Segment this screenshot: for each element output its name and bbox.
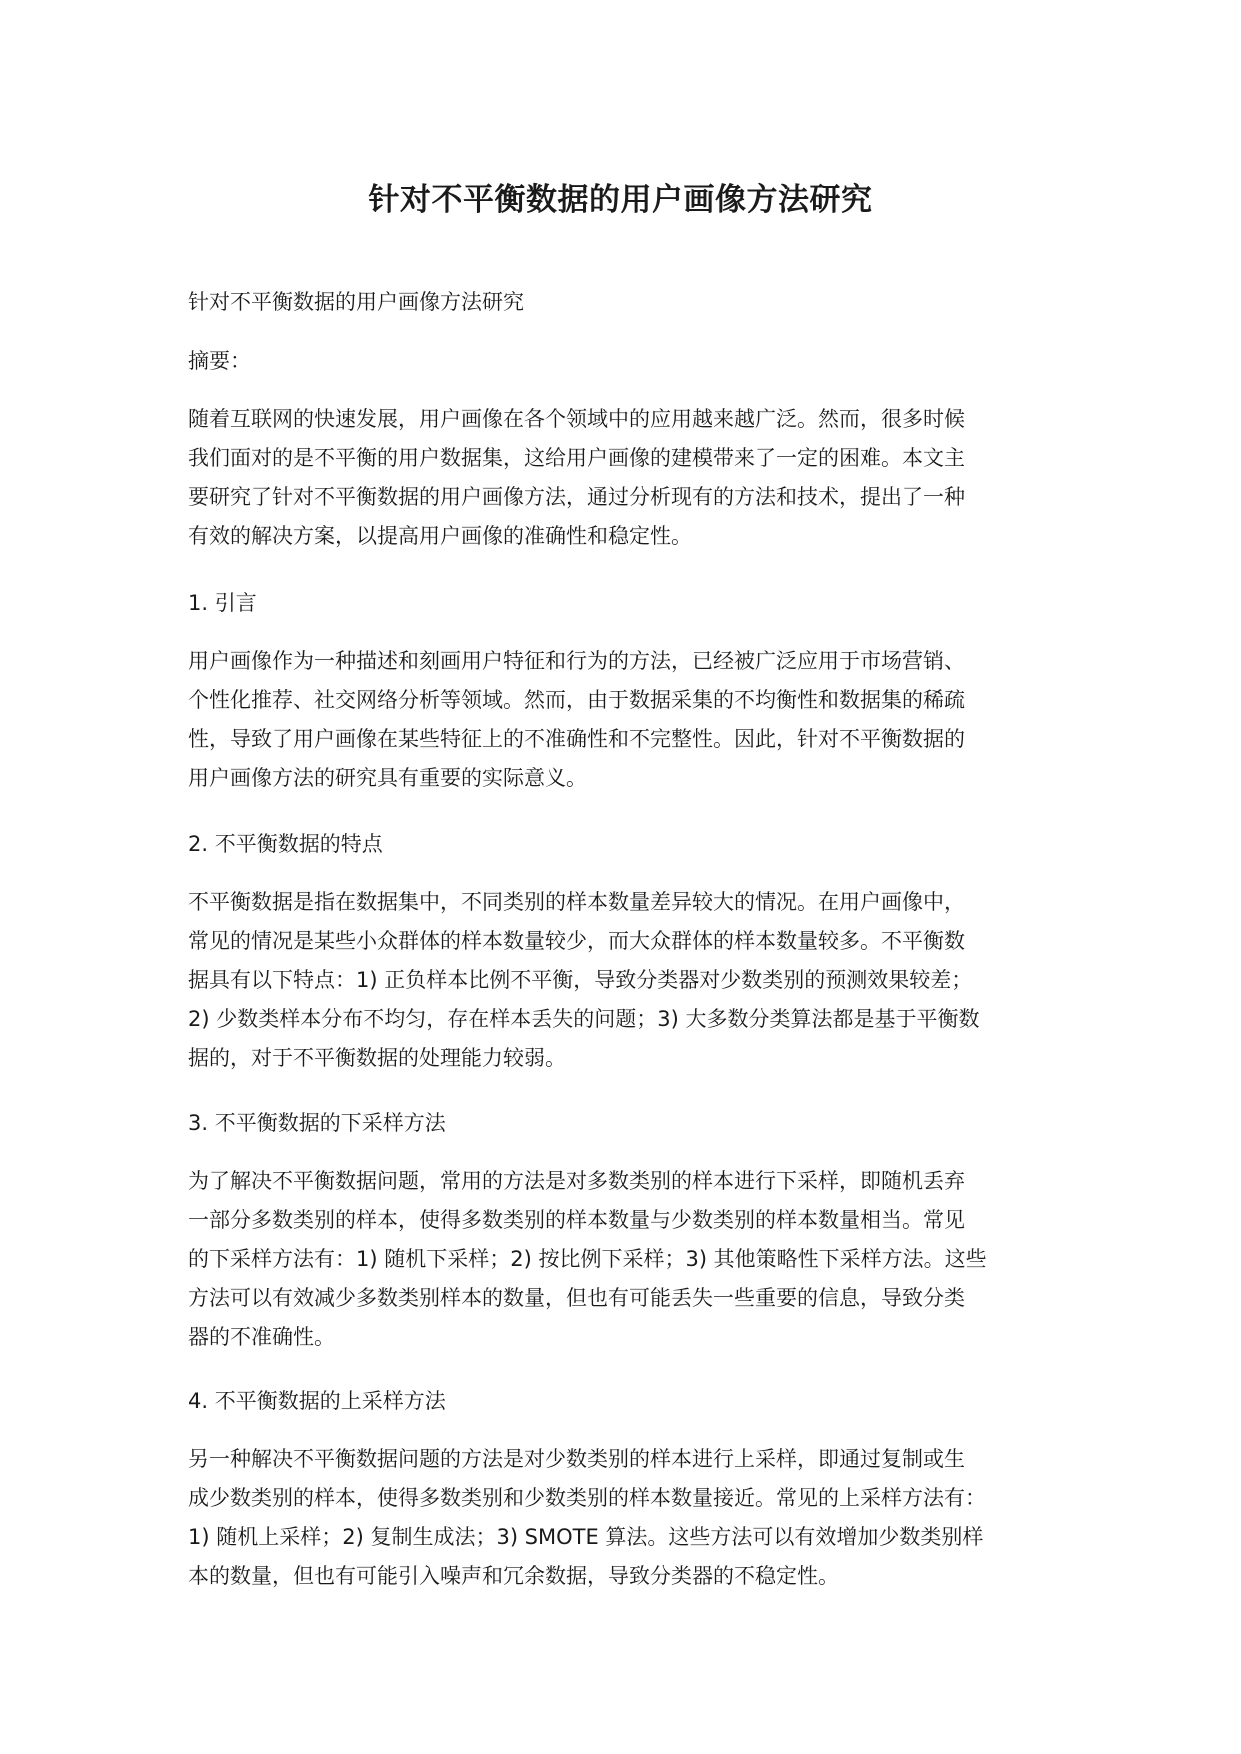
abstract-label: 摘要： xyxy=(188,349,251,373)
text-line: 性，导致了用户画像在某些特征上的不准确性和不完整性。因此，针对不平衡数据的 xyxy=(188,727,965,751)
abstract-paragraph xyxy=(188,400,1068,556)
text-line: 2) 少数类样本分布不均匀，存在样本丢失的问题；3) 大多数分类算法都是基于平衡数 xyxy=(188,1007,980,1031)
section-3-heading: 3. 不平衡数据的下采样方法 xyxy=(188,1111,446,1135)
section-4-heading: 4. 不平衡数据的上采样方法 xyxy=(188,1389,446,1413)
section-2-heading: 2. 不平衡数据的特点 xyxy=(188,832,383,856)
text-line: 方法可以有效减少多数类别样本的数量，但也有可能丢失一些重要的信息，导致分类 xyxy=(188,1286,965,1310)
text-line: 不平衡数据是指在数据集中，不同类别的样本数量差异较大的情况。在用户画像中， xyxy=(188,890,965,914)
text-line: 一部分多数类别的样本，使得多数类别的样本数量与少数类别的样本数量相当。常见 xyxy=(188,1208,965,1232)
text-line: 本的数量，但也有可能引入噪声和冗余数据，导致分类器的不稳定性。 xyxy=(188,1564,839,1588)
text-line: 我们面对的是不平衡的用户数据集，这给用户画像的建模带来了一定的困难。本文主 xyxy=(188,446,965,470)
section-2-paragraph xyxy=(188,883,1068,1078)
text-line: 常见的情况是某些小众群体的样本数量较少，而大众群体的样本数量较多。不平衡数 xyxy=(188,929,965,953)
text-line: 有效的解决方案，以提高用户画像的准确性和稳定性。 xyxy=(188,524,692,548)
text-line: 随着互联网的快速发展，用户画像在各个领域中的应用越来越广泛。然而，很多时候 xyxy=(188,407,965,431)
text-line: 据具有以下特点：1) 正负样本比例不平衡，导致分类器对少数类别的预测效果较差； xyxy=(188,968,973,992)
text-line: 1) 随机上采样；2) 复制生成法；3) SMOTE 算法。这些方法可以有效增加少数类别样 xyxy=(188,1525,984,1549)
text-line: 的下采样方法有：1) 随机下采样；2) 按比例下采样；3) 其他策略性下采样方法。这些 xyxy=(188,1247,987,1271)
document-title: 针对不平衡数据的用户画像方法研究 xyxy=(368,182,873,218)
section-3-paragraph xyxy=(188,1162,1068,1357)
text-line: 用户画像方法的研究具有重要的实际意义。 xyxy=(188,766,587,790)
text-line: 据的，对于不平衡数据的处理能力较弱。 xyxy=(188,1046,566,1070)
section-1-heading: 1. 引言 xyxy=(188,591,257,615)
section-4-paragraph xyxy=(188,1440,1068,1596)
text-line: 器的不准确性。 xyxy=(188,1325,335,1349)
text-line: 为了解决不平衡数据问题，常用的方法是对多数类别的样本进行下采样，即随机丢弃 xyxy=(188,1169,965,1193)
text-line: 要研究了针对不平衡数据的用户画像方法，通过分析现有的方法和技术，提出了一种 xyxy=(188,485,965,509)
text-line: 成少数类别的样本，使得多数类别和少数类别的样本数量接近。常见的上采样方法有： xyxy=(188,1486,986,1510)
text-line: 个性化推荐、社交网络分析等领域。然而，由于数据采集的不均衡性和数据集的稀疏 xyxy=(188,688,965,712)
text-line: 用户画像作为一种描述和刻画用户特征和行为的方法，已经被广泛应用于市场营销、 xyxy=(188,649,965,673)
section-1-paragraph xyxy=(188,642,1068,798)
text-line: 另一种解决不平衡数据问题的方法是对少数类别的样本进行上采样，即通过复制或生 xyxy=(188,1447,965,1471)
document-subtitle: 针对不平衡数据的用户画像方法研究 xyxy=(188,290,524,314)
